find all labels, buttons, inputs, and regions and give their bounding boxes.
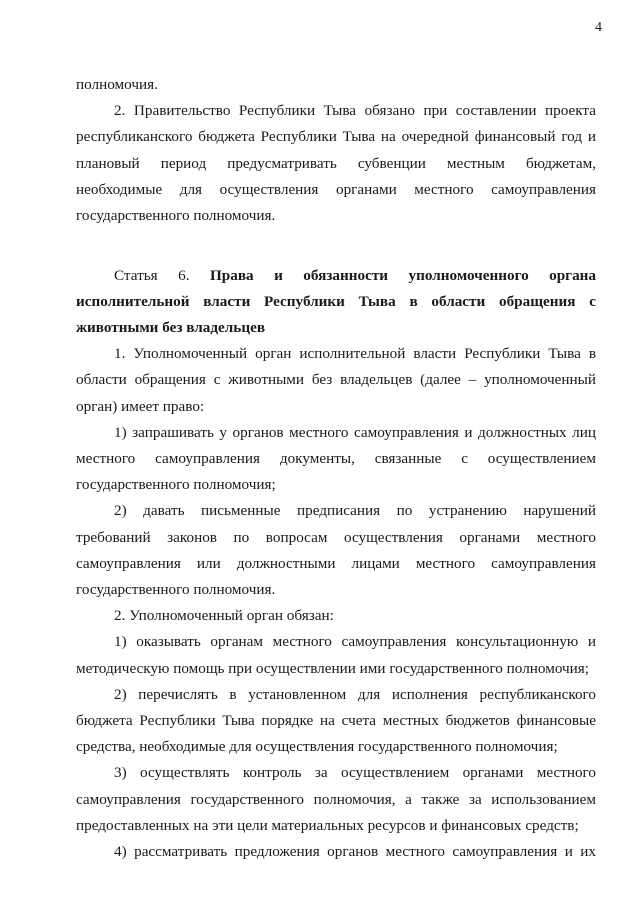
paragraph-duties-intro: 2. Уполномоченный орган обязан: [114,607,334,625]
paragraph-duty-2: 2) перечислять в установленном для исполнения республиканского бюджета Республики Тыва порядке на счета местных бюджетов финансовые средства, необходимые для осуществления государственного полномочия; [76,685,596,756]
article-label: Статья 6. [114,267,190,285]
page-number: 4 [595,20,602,35]
paragraph-duty-4: 4) рассматривать предложения органов местного самоуправления и их [114,843,596,861]
paragraph-right-2: 2) давать письменные предписания по устранению нарушений требований законов по вопросам осуществления органами местного самоуправления или должностными лицами местного самоуправления государственного полномочия. [76,502,596,599]
paragraph-duty-3: 3) осуществлять контроль за осуществлением органами местного самоуправления государственного полномочия, а также за использованием предоставленных на эти цели материальных ресурсов и финансовых средств; [76,764,596,834]
paragraph-duty-1: 1) оказывать органам местного самоуправления консультационную и методическую помощь при осуществлении ими государственного полномочия; [76,633,596,677]
article-title: Права и обязанности уполномоченного органа исполнительной власти Республики Тыва в области обращения с животными без владельцев [76,267,597,337]
document-body [76,72,596,865]
paragraph-right-1: 1) запрашивать у органов местного самоуправления и должностных лиц местного самоуправления документы, связанные с осуществлением государственного полномочия; [76,423,596,494]
paragraph-continuation: полномочия. [76,76,158,93]
paragraph-rights-intro: 1. Уполномоченный орган исполнительной власти Республики Тыва в области обращения с животными без владельцев (далее – уполномоченный орган) имеет право: [76,345,596,415]
paragraph-government-duty: 2. Правительство Республики Тыва обязано при составлении проекта республиканского бюджета Республики Тыва на очередной финансовый год и плановый период предусматривать субвенции местным бюджетам, необходимые для осуществления органами местного самоуправления государственного полномочия. [76,102,596,225]
article-heading [76,263,596,341]
